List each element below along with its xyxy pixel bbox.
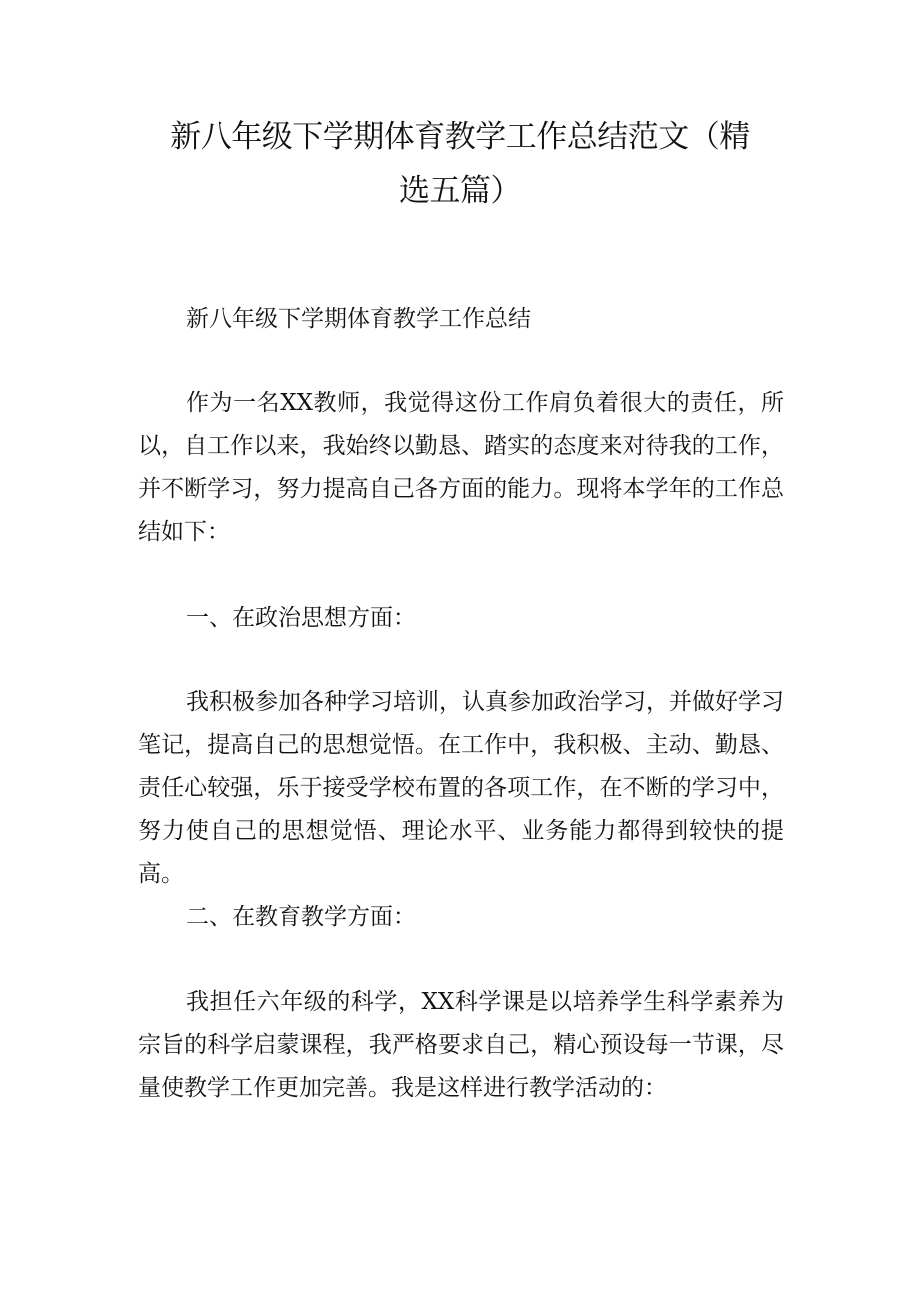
title-line-2: 选五篇） (399, 173, 521, 209)
section-1-paragraph: 我积极参加各种学习培训，认真参加政治学习，并做好学习笔记，提高自己的思想觉悟。在工作中，我积极、主动、勤恳、责任心较强，乐于接受学校布置的各项工作，在不断的学习中，努力使自己的思想觉悟、理论水平、业务能力都得到较快的提高。 (138, 689, 784, 887)
section-2-heading: 二、在教育教学方面： (186, 904, 416, 930)
section-2-paragraph: 我担任六年级的科学，XX科学课是以培养学生科学素养为宗旨的科学启蒙课程，我严格要求自己，精心预设每一节课，尽量使教学工作更加完善。我是这样进行教学活动的： (138, 989, 784, 1101)
intro-paragraph: 作为一名XX教师，我觉得这份工作肩负着很大的责任，所以，自工作以来，我始终以勤恳、踏实的态度来对待我的工作，并不断学习，努力提高自己各方面的能力。现将本学年的工作总结如下： (138, 390, 784, 545)
document-title (0, 110, 920, 218)
section-1-heading: 一、在政治思想方面： (186, 605, 416, 631)
title-line-1: 新八年级下学期体育教学工作总结范文（精 (170, 119, 750, 155)
document-subtitle: 新八年级下学期体育教学工作总结 (186, 306, 531, 332)
